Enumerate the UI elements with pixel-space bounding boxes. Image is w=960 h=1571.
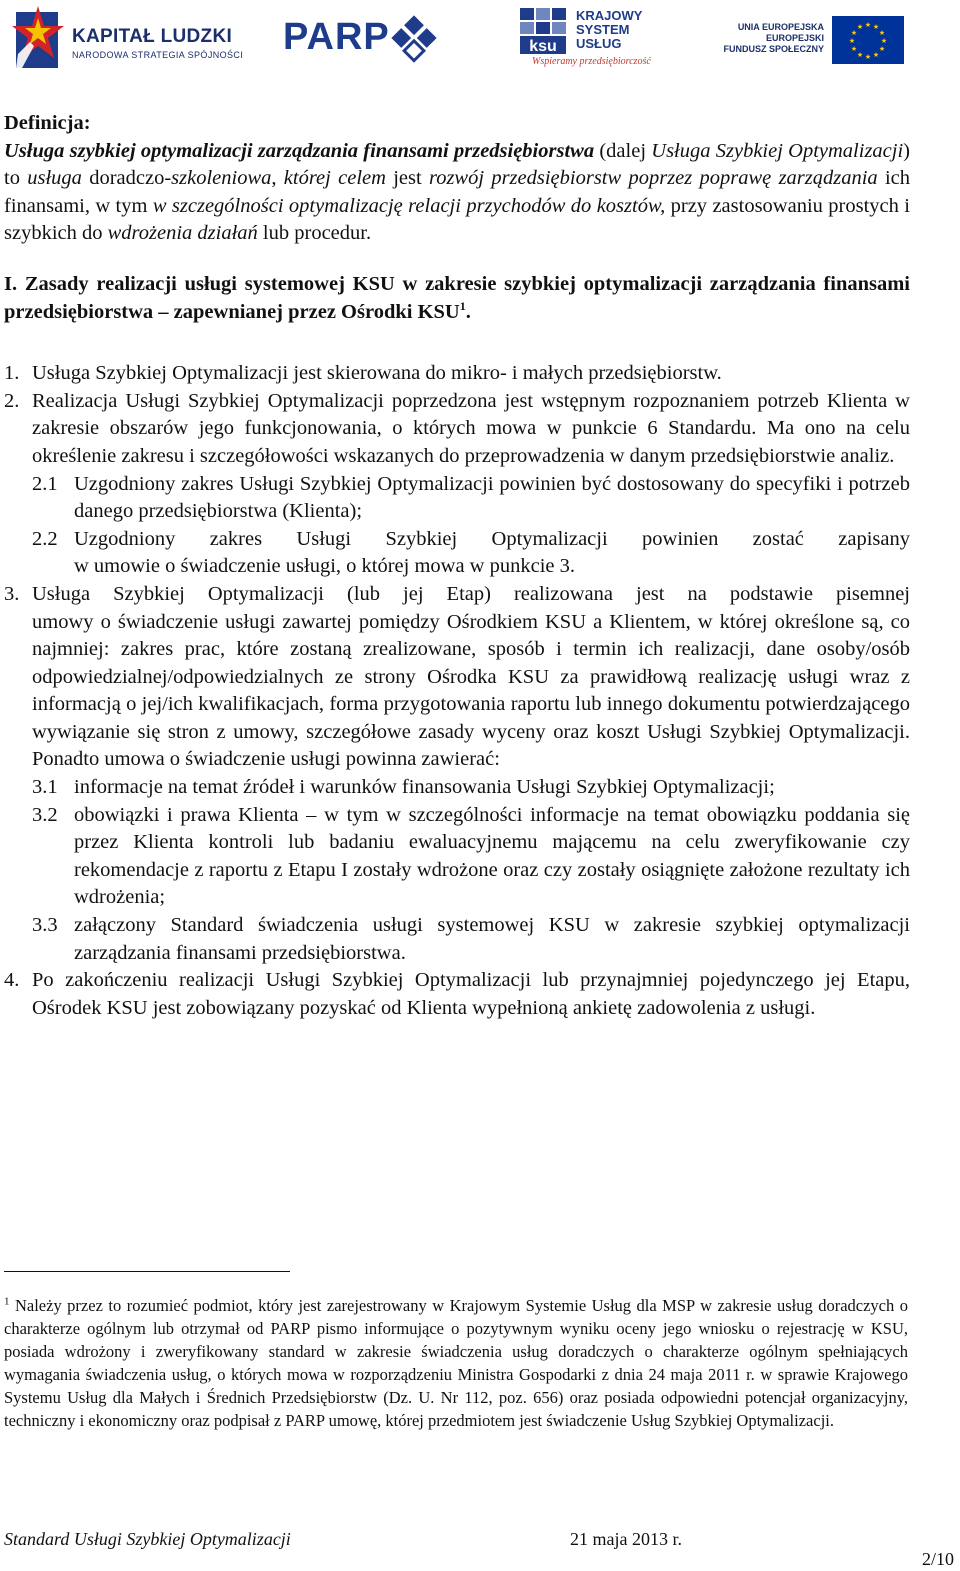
document-body (4, 110, 910, 1022)
ksu-title-line3: USŁUG (576, 36, 622, 51)
kapital-ludzki-title: KAPITAŁ LUDZKI (72, 26, 233, 47)
svg-text:★: ★ (872, 51, 880, 59)
ksu-logo (518, 6, 658, 74)
sub-list-item-text-line2: w umowie o świadczenie usługi, o której mowa w punkcie 3. (74, 555, 575, 578)
kapital-ludzki-logo (10, 6, 244, 72)
sub-list-item-number: 3.3 (32, 914, 58, 937)
ksu-title-line2: SYSTEM (576, 22, 630, 37)
list-item-text-line1: Usługa Szybkiej Optymalizacji (lub jej Etap) realizowana jest na podstawie pisemnej (32, 582, 910, 605)
eu-flag-icon (832, 16, 904, 64)
sub-list-item (4, 526, 910, 581)
eu-logo (723, 16, 906, 66)
ksu-title-line1: KRAJOWY (576, 8, 643, 23)
definition-paragraph (4, 138, 910, 248)
list-item (4, 581, 910, 774)
footnote-reference: 1 (459, 298, 466, 313)
footnote-number: 1 (4, 1295, 10, 1308)
kapital-ludzki-star-icon (10, 6, 66, 72)
definition-emph-5: w szczególności optymalizację relacji przychodów do kosztów, (152, 194, 666, 217)
definition-text-5: jest (385, 167, 429, 190)
list-item (4, 388, 910, 471)
svg-text:★: ★ (856, 51, 864, 59)
svg-text:★: ★ (864, 21, 872, 29)
section-title: Zasady realizacji usługi systemowej KSU w zakresie szybkiej optymalizacji zarządzania finansami przedsiębiorstwa – zapewnianej przez Ośrodki KSU (4, 272, 911, 323)
definition-emph-3: której celem (283, 167, 386, 190)
list-item-number: 2. (4, 389, 20, 412)
definition-heading: Definicja: (4, 112, 91, 134)
ksu-title (576, 9, 642, 51)
definition-name-prefix: Usługa szybkiej optymalizacji (4, 139, 258, 162)
page-number: 2/10 (921, 1549, 954, 1569)
definition-text-6: ich finansami, w tym (4, 167, 911, 217)
eu-text-line1: UNIA EUROPEJSKA (737, 22, 824, 32)
svg-text:★: ★ (848, 37, 856, 45)
sub-list-item-number: 3.1 (32, 776, 58, 799)
sub-list-item-number: 2.2 (32, 527, 58, 550)
svg-text:★: ★ (864, 53, 872, 61)
definition-text-8: lub procedur. (257, 222, 372, 245)
footer-date: 21 maja 2013 r. (570, 1529, 682, 1549)
definition-text-1: (dalej (594, 139, 652, 162)
footnote-separator (4, 1271, 290, 1272)
list-item (4, 967, 910, 1022)
sub-list-item (4, 471, 910, 526)
logo-bar (0, 0, 960, 80)
definition-name-emphasis: zarządzania finansami przedsiębiorstwa (257, 139, 595, 162)
section-numeral: I. (4, 272, 18, 295)
list-item-text: Po zakończeniu realizacji Usługi Szybkiej Optymalizacji lub przynajmniej pojedynczego jej Etapu, Ośrodek KSU jest zobowiązany pozyskać od Klienta wypełnioną ankietę zadowolenia z usługi. (32, 969, 910, 1019)
definition-emph-4: rozwój przedsiębiorstw poprzez poprawę zarządzania (428, 167, 878, 190)
sub-list-item-number: 2.1 (32, 472, 58, 495)
kapital-ludzki-subtitle: NARODOWA STRATEGIA SPÓJNOŚCI (72, 50, 244, 60)
list-item-number: 3. (4, 582, 20, 605)
parp-diamond-icon (386, 10, 442, 66)
sub-list-item-text: Uzgodniony zakres Usługi Szybkiej Optymalizacji powinien być dostosowany do specyfiki i potrzeb danego przedsiębiorstwa (Klienta); (74, 472, 910, 523)
svg-text:★: ★ (880, 37, 888, 45)
eu-text-line3: FUNDUSZ SPOŁECZNY (723, 44, 824, 54)
definition-text-2: ) to (4, 139, 910, 190)
definition-emph-2: szkoleniowa (171, 167, 272, 190)
list-item-number: 1. (4, 362, 20, 385)
definition-text-4: , (271, 167, 284, 190)
svg-text:★: ★ (872, 23, 880, 31)
definition-emph-6: wdrożenia działań (107, 222, 258, 245)
list-item-text: umowy o świadczenie usługi zawartej pomiędzy Ośrodkiem KSU a Klientem, w której określone są, co najmniej: zakres prac, które zostaną zrealizowane, sposób i termin ich realizacji, dane osoby/osób odpowiedzialnej/odpowiedzialnych ze strony Ośrodka KSU za prawidłową realizację usługi wraz z informacją o jej/ich kwalifikacjach, forma przygotowania raportu lub innego dokumentu potwierdzającego wywiązanie się stron z umowy, szczegółowe zasady wyceny oraz koszt Usługi Szybkiej Optymalizacji. Ponadto umowa o świadczenie usługi powinna zawierać: (32, 610, 910, 771)
svg-text:★: ★ (878, 45, 886, 53)
svg-text:★: ★ (850, 29, 858, 37)
definition-text-7: przy zastosowaniu prostych i szybkich do (4, 194, 910, 245)
footer-title: Standard Usługi Szybkiej Optymalizacji (4, 1529, 291, 1549)
rules-list (4, 360, 910, 1022)
list-item-text: Usługa Szybkiej Optymalizacji jest skierowana do mikro- i małych przedsiębiorstw. (32, 362, 722, 385)
list-item-text: Realizacja Usługi Szybkiej Optymalizacji poprzedzona jest wstępnym rozpoznaniem potrzeb Klienta w zakresie obszarów jego funkcjonowania, o których mowa w punkcie 6 Standardu. Ma ono na celu określenie zakresu i szczegółowości wskazanych do przeprowadzenia w danym przedsiębiorstwie analiz. (32, 389, 910, 467)
definition-short-name: Usługa Szybkiej Optymalizacji (651, 139, 904, 162)
sub-list-item (4, 912, 910, 967)
sub-list-item (4, 802, 910, 912)
sub-list-item-number: 3.2 (32, 803, 58, 826)
ksu-mark-text: ksu (529, 38, 557, 55)
section-heading (4, 271, 910, 326)
svg-text:★: ★ (856, 23, 864, 31)
sub-list-item-text: załączony Standard świadczenia usługi systemowej KSU w zakresie szybkiej optymalizacji zarządzania finansami przedsiębiorstwa. (74, 914, 910, 964)
parp-logo (283, 10, 443, 68)
sub-list-item-text-line1: Uzgodniony zakres Usługi Szybkiej Optymalizacji powinien zostać zapisany (74, 527, 910, 550)
definition-text-3: doradczo- (81, 167, 172, 190)
svg-text:★: ★ (850, 45, 858, 53)
list-item (4, 360, 910, 388)
eu-text (723, 22, 824, 55)
sub-list-item-text: obowiązki i prawa Klienta – w tym w szczególności informacje na temat obowiązku poddania się przez Klienta kontroli lub badaniu ewaluacyjnemu mającemu na celu zweryfikowanie czy rekomendacje z raportu z Etapu I zostały wdrożone oraz czy zostały osiągnięte założone rezultaty ich wdrożenia; (74, 803, 910, 909)
svg-text:★: ★ (878, 29, 886, 37)
ksu-mark-icon (518, 6, 570, 56)
footnote-text: Należy przez to rozumieć podmiot, który jest zarejestrowany w Krajowym Systemie Usług dla MSP w zakresie usług doradczych o charakterze ogólnym lub otrzymał od PARP pismo informujące o pozytywnym wyniku oceny jego wniosku o rejestrację w KSU, posiada wdrożony i zweryfikowany standard w zakresie świadczenia usług doradczych o charakterze ogólnym spełniających wymagania świadczenia usług, o których mowa w rozporządzeniu Ministra Gospodarki z dnia 24 maja 2011 r. w sprawie Krajowego Systemu Usług dla Małych i Średnich Przedsiębiorstw (Dz. U. Nr 112, poz. 656) oraz posiada odpowiedni potencjał organizacyjny, techniczny i ekonomiczny oraz podpisał z PARP umowę, której przedmiotem jest świadczenie Usług Szybkiej Optymalizacji. (4, 1296, 908, 1430)
parp-text: PARP (283, 16, 390, 58)
sub-list-item (4, 774, 910, 802)
footnote (4, 1294, 908, 1432)
ksu-slogan: Wspieramy przedsiębiorczość (532, 56, 651, 67)
eu-text-line2: EUROPEJSKI (765, 33, 824, 43)
sub-list-item-text: informacje na temat źródeł i warunków finansowania Usługi Szybkiej Optymalizacji; (74, 776, 775, 799)
section-end: . (465, 300, 471, 323)
list-item-number: 4. (4, 969, 20, 992)
definition-emph-1: usługa (27, 167, 82, 190)
